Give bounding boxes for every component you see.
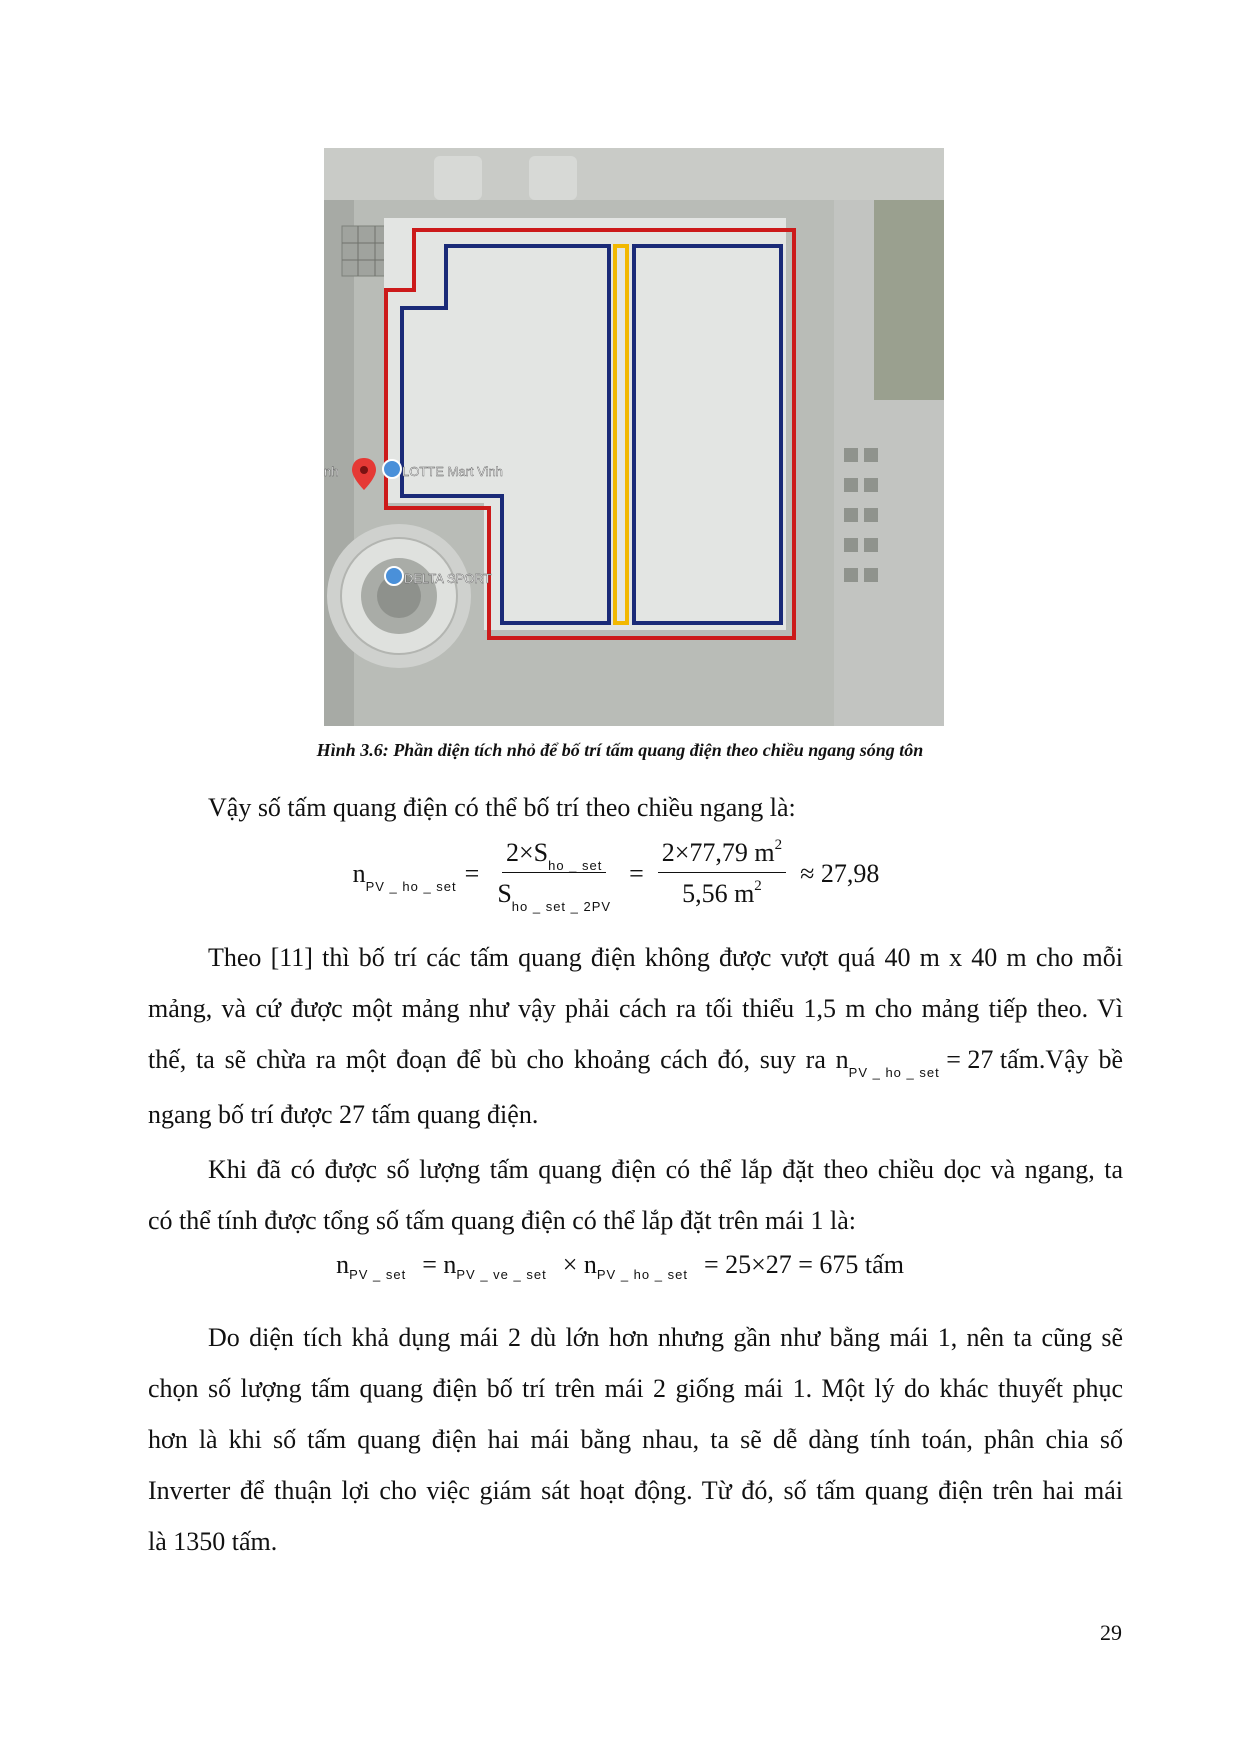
roof-satellite-image — [324, 148, 944, 726]
para2-line-1: Khi đã có được số lượng tấm quang điện có thể lắp đặt theo chiều dọc và ngang, ta — [208, 1155, 1123, 1184]
para1-line-2: mảng, và cứ được một mảng như vậy phải cách ra tối thiểu 1,5 m cho mảng tiếp theo. Vì — [148, 994, 1123, 1023]
top-structure-1 — [434, 156, 482, 200]
para3-line-1: Do diện tích khả dụng mái 2 dù lớn hơn nhưng gần như bằng mái 1, nên ta cũng sẽ — [208, 1323, 1123, 1352]
equation-1: $n_{PV \_ ho \_ set}$ = $\frac{2\times S_{ho \_ set}}{S_{ho \_ set \_ 2PV}}$ = $\frac{2\times 77,79 m^2}{5,56 m^2}$ ≈ 27,98 — [352, 837, 880, 914]
para1-line-1: Theo [11] thì bố trí các tấm quang điện không được vượt quá 40 m x 40 m cho mỗi — [208, 943, 1123, 972]
para2-line-2: có thể tính được tổng số tấm quang điện có thể lắp đặt trên mái 1 là: — [148, 1206, 856, 1235]
location-pin-icon — [383, 460, 401, 478]
page-number: 29 — [1100, 1620, 1122, 1645]
eq1-result: ≈ 27,98 — [800, 858, 880, 888]
equation-2: n PV _ set = n PV _ ve _ set × n PV _ ho _ set = 25×27 = 675 tấm — [336, 1250, 904, 1282]
right-vegetation — [874, 200, 944, 400]
para1-inline-math: $n_{PV \_ ho \_ set} = 27$ tấm — [835, 1045, 1039, 1080]
top-road — [324, 148, 944, 200]
eq2-result: = 25×27 = 675 tấm — [703, 1250, 904, 1279]
intro-text — [148, 782, 1123, 833]
map-label-prefix: nh — [324, 464, 339, 479]
para1-line-3: thế, ta sẽ chừa ra một đoạn để bù cho khoảng cách đó, suy ra $n_{PV \_ ho \_ set} = 27$ tấm.Vậy bề — [148, 1034, 1123, 1089]
intro-line: Vậy số tấm quang điện có thể bố trí theo chiều ngang là: — [208, 793, 796, 822]
roof-layout-figure — [324, 148, 944, 726]
eq1-fraction-2: $\frac{2\times 77,79 m^2}{5,56 m^2}$ — [658, 838, 786, 909]
para1-line-4: ngang bố trí được 27 tấm quang điện. — [148, 1100, 539, 1129]
para3-line-5: là 1350 tấm. — [148, 1527, 278, 1556]
paragraph-1 — [148, 932, 1123, 1140]
para3-line-4: Inverter để thuận lợi cho việc giám sát hoạt động. Từ đó, số tấm quang điện trên hai mái — [148, 1476, 1123, 1505]
eq1-fraction-1: $\frac{2\times S_{ho \_ set}}{S_{ho \_ set \_ 2PV}}$ — [497, 838, 612, 914]
map-label-delta: DELTA SPORT — [404, 571, 492, 586]
figure-caption: Hình 3.6: Phần diện tích nhỏ để bố trí tấm quang điện theo chiều ngang sóng tôn — [316, 740, 924, 760]
paragraph-2 — [148, 1144, 1123, 1246]
eq1-lhs: $n_{PV \_ ho \_ set}$ — [352, 858, 457, 894]
para3-line-3: hơn là khi số tấm quang điện hai mái bằng nhau, ta sẽ dễ dàng tính toán, phân chia số — [148, 1425, 1123, 1454]
para3-line-2: chọn số lượng tấm quang điện bố trí trên mái 2 giống mái 1. Một lý do khác thuyết phục — [148, 1374, 1123, 1403]
circular-building — [327, 524, 471, 668]
top-structure-2 — [529, 156, 577, 200]
shop-pin-icon — [385, 567, 403, 585]
map-label-lotte: LOTTE Mart Vinh — [402, 464, 503, 479]
paragraph-3 — [148, 1312, 1123, 1567]
